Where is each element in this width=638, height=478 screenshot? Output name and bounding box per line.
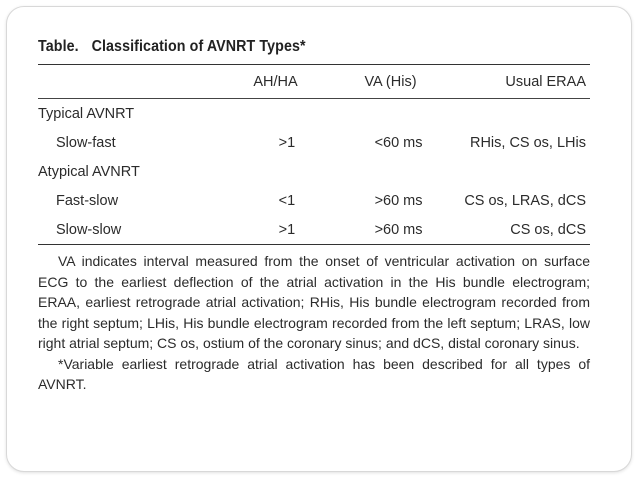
table-title-label: Table. [38, 38, 79, 55]
row-va-his: >60 ms [374, 192, 423, 209]
table-row [38, 128, 590, 157]
header-type [38, 65, 228, 98]
row-ah-ha: >1 [278, 221, 296, 238]
row-ah-ha: >1 [278, 134, 296, 151]
header-va-his: VA (His) [364, 73, 417, 90]
group-row-atypical [38, 157, 590, 186]
row-eraa: CS os, LRAS, dCS [464, 192, 586, 209]
table-row [38, 186, 590, 215]
group-label: Atypical AVNRT [38, 163, 140, 180]
row-va-his: >60 ms [374, 221, 423, 238]
group-label: Typical AVNRT [38, 105, 135, 122]
group-row-typical [38, 99, 590, 128]
row-eraa: RHis, CS os, LHis [469, 134, 586, 151]
row-ah-ha: <1 [278, 192, 296, 209]
table-row [38, 215, 590, 244]
avnrt-table [38, 65, 590, 98]
row-type: Slow-slow [56, 221, 122, 238]
avnrt-table-body [38, 99, 590, 244]
header-ah-ha: AH/HA [253, 73, 298, 90]
table-title [38, 38, 546, 56]
row-eraa: CS os, dCS [510, 221, 586, 238]
header-usual-eraa: Usual ERAA [505, 73, 586, 90]
header-row [38, 65, 590, 98]
footnote-asterisk: *Variable earliest retrograde atrial activation has been described for all types of AVNRT. [38, 355, 590, 392]
footnote-abbreviations: VA indicates interval measured from the onset of ventricular activation on surface ECG to the earliest deflection of the atrial activation in the His bundle electrogram; ERAA, earliest retrograde atrial activation; RHis, His bundle electrogram recorded from the right septum; LHis, His bundle electrogram recorded from the left septum; LRAS, low right atrial septum; CS os, ostium of the coronary sinus; and dCS, distal coronary sinus. [38, 253, 590, 351]
row-va-his: <60 ms [374, 134, 423, 151]
row-type: Slow-fast [56, 134, 116, 151]
classification-table [38, 38, 590, 395]
table-bottom-rule [38, 244, 590, 245]
row-type: Fast-slow [56, 192, 119, 209]
table-footnotes [38, 251, 590, 395]
table-title-text: Classification of AVNRT Types* [91, 38, 306, 55]
